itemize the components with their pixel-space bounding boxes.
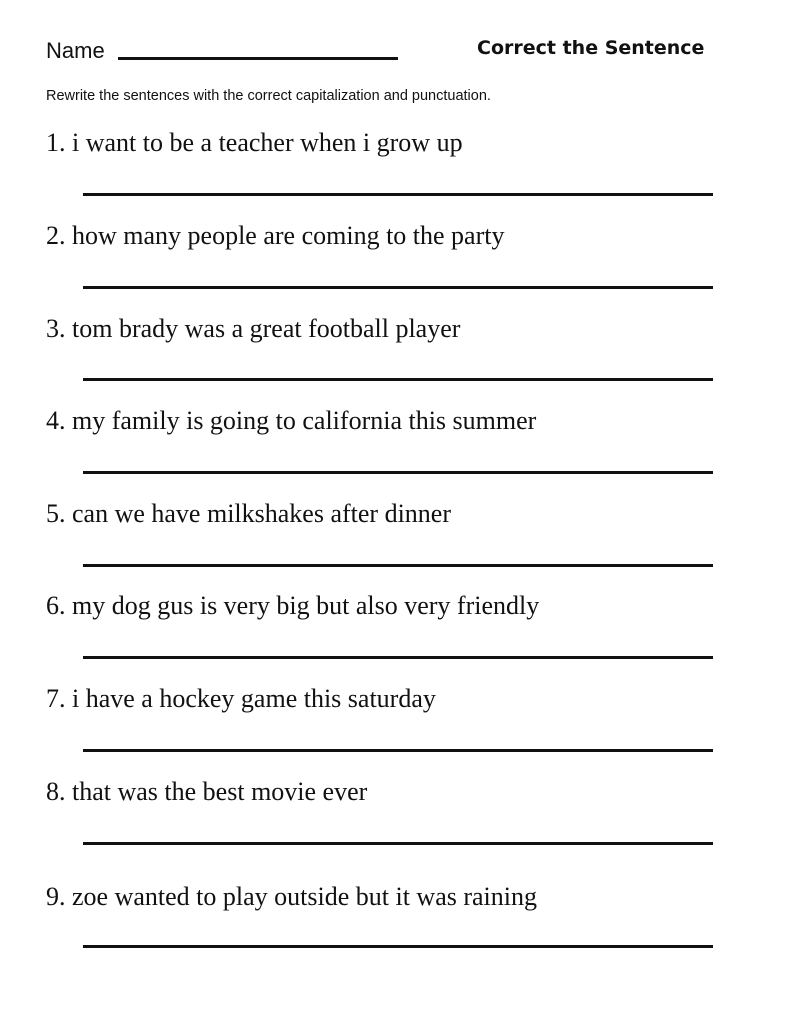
question-8: 8. that was the best movie ever [46, 777, 368, 806]
answer-line-7[interactable] [83, 749, 713, 752]
instructions-text: Rewrite the sentences with the correct capitalization and punctuation. [46, 88, 491, 104]
name-field-line[interactable] [118, 57, 398, 60]
answer-line-1[interactable] [83, 193, 713, 196]
question-9: 9. zoe wanted to play outside but it was raining [46, 882, 538, 911]
question-5: 5. can we have milkshakes after dinner [46, 499, 452, 528]
worksheet-title: Correct the Sentence [477, 37, 705, 59]
question-1: 1. i want to be a teacher when i grow up [46, 128, 463, 157]
answer-line-6[interactable] [83, 656, 713, 659]
answer-line-5[interactable] [83, 564, 713, 567]
name-label: Name [46, 38, 105, 63]
question-2: 2. how many people are coming to the party [46, 221, 505, 250]
answer-line-3[interactable] [83, 378, 713, 381]
question-3: 3. tom brady was a great football player [46, 314, 461, 343]
answer-line-4[interactable] [83, 471, 713, 474]
answer-line-2[interactable] [83, 286, 713, 289]
answer-line-9[interactable] [83, 945, 713, 948]
question-4: 4. my family is going to california this summer [46, 406, 537, 435]
answer-line-8[interactable] [83, 842, 713, 845]
question-7: 7. i have a hockey game this saturday [46, 684, 436, 713]
question-6: 6. my dog gus is very big but also very friendly [46, 591, 540, 620]
